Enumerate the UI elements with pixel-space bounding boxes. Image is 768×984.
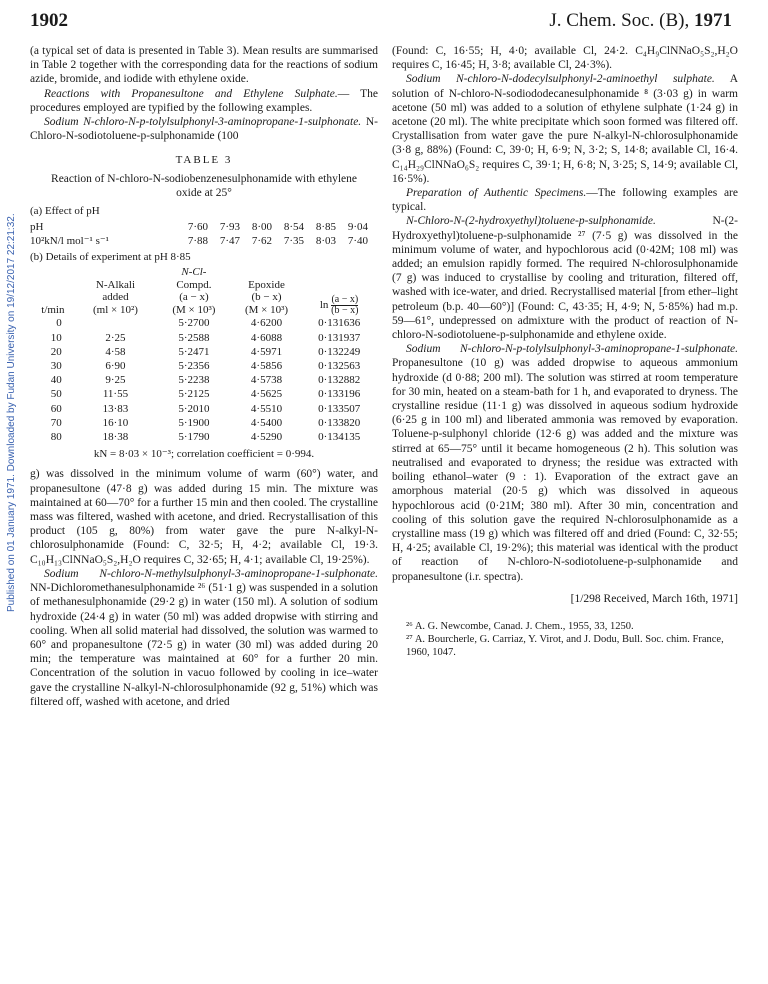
table-cell: 70: [50, 416, 62, 429]
column-header-time: t/min: [41, 303, 65, 316]
journal-name: J. Chem. Soc. (B),: [549, 10, 690, 31]
column-header-alkali: N-Alkali added (ml × 10²): [92, 278, 138, 316]
paragraph: (a typical set of data is presented in Table 3). Mean results are summarised in Table 2 together with the corresponding data for the reactions of sodium azide, bromide, and iodide with ethylene oxide.: [30, 45, 378, 86]
compound-heading: Sodium N-chloro-N-dodecylsulphonyl-2-aminoethyl sulphate.: [406, 73, 715, 86]
table-cell: 5·2471: [178, 345, 210, 358]
column-header-epoxide: Epoxide (b − x) (M × 10³): [244, 278, 289, 316]
table-cell: 10: [50, 331, 62, 344]
rate-constant-label: 10²kN/l mol⁻¹ s⁻¹: [30, 235, 109, 248]
table-row: [30, 234, 372, 248]
table-row: [30, 430, 378, 444]
table-cell: 0·133507: [318, 402, 361, 415]
table-row: [30, 345, 378, 359]
table-cell: 60: [50, 402, 62, 415]
reference-26: ²⁶ A. G. Newcombe, Canad. J. Chem., 1955, 33, 1250.: [406, 620, 634, 632]
table-cell: 9·04: [347, 220, 368, 233]
reference-27: ²⁷ A. Bourcherle, G. Carriaz, Y. Virot, and J. Dodu, Bull. Soc. chim. France, 1960, 1047.: [406, 633, 724, 658]
page-number: 1902: [30, 10, 68, 31]
paragraph: g) was dissolved in the minimum volume of warm (60°) water, and propanesultone (47·8 g) was added during 15 min. The mixture was maintained at 60—70° for a further 15 min and then cooled. The crystalline mass was filtered, washed with acetone, and dried. Recrystallisation of this product (105 g, 80%) from water gave the pure N-alkyl-N-chlorosulphonamide (Found: C, 32·5; H, 4·2; available Cl, 19·3. C₁₀H₁₃ClNNaO₅S₂,H₂O requires C, 32·65; H, 4·1; available Cl, 19·25%).: [30, 468, 378, 566]
table-cell: 0: [56, 317, 62, 330]
table-cell: 0·131636: [318, 317, 361, 330]
table-body: [30, 316, 378, 444]
table-3: [30, 153, 378, 461]
paragraph: Sodium N-chloro-N-p-tolylsulphonyl-3-aminopropane-1-sulphonate. N-Chloro-N-sodiotoluene-p-sulphonamide (100: [30, 116, 378, 143]
table-cell: 0·132563: [318, 360, 361, 373]
table-row: [30, 331, 378, 345]
table-row: [30, 387, 378, 401]
paragraph: (Found: C, 16·55; H, 4·0; available Cl, 24·2. C₄H₉ClNNaO₅S₂,H₂O requires C, 16·45; H, 3·8; available Cl, 24·3%).: [392, 45, 738, 72]
ph-effect-table: [30, 220, 372, 248]
section-heading: Reactions with Propanesultone and Ethylene Sulphate.: [44, 87, 338, 100]
table-cell: 13·83: [102, 402, 129, 415]
table-cell: 16·10: [102, 416, 129, 429]
download-notice[interactable]: Published on 01 January 1971. Downloaded by Fudan University on 19/12/2017 22:21:32.: [6, 213, 17, 612]
table-caption: Reaction of N-chloro-N-sodiobenzenesulphonamide with ethylene oxide at 25°: [51, 172, 357, 199]
table-header-row: [30, 266, 378, 316]
table-cell: 7·60: [187, 220, 208, 233]
table-cell: 5·1900: [178, 416, 210, 429]
experiment-details-table: [30, 266, 378, 444]
table-cell: 5·2700: [178, 317, 210, 330]
table-cell: 4·5510: [250, 402, 283, 415]
table-cell: 50: [50, 388, 62, 401]
table-cell: 5·2125: [178, 388, 210, 401]
table-cell: 0·132249: [318, 345, 361, 358]
table-cell: 0·133820: [318, 416, 361, 429]
table-cell: 5·1790: [178, 431, 210, 444]
table-cell: 4·5290: [250, 431, 283, 444]
left-column: [30, 44, 378, 709]
table-cell: 0·134135: [318, 431, 361, 444]
table-cell: 7·35: [283, 235, 304, 248]
section-heading: Preparation of Authentic Specimens.: [406, 187, 587, 200]
table-cell: 0·131937: [318, 331, 361, 344]
table-cell: 4·5738: [250, 374, 283, 387]
paragraph: Sodium N-chloro-N-methylsulphonyl-3-aminopropane-1-sulphonate. NN-Dichloromethanesulphonamide ²⁶ (51·1 g) was suspended in a solution of methanesulphonamide (29·2 g) in water (150 ml). A solution of sodium hydroxide (24·4 g) in water (50 ml) was added dropwise with stirring and cooling. When all solid material had dissolved, the solution was warmed to 60° and propanesultone (72·5 g) in water (30 ml) was added during 20 min; the temperature was maintained at 60° for a further 20 min. Concentration of the solution in vacuo followed by cooling in ice–water gave the crystalline N-alkyl-N-chlorosulphonamide (92 g, 51%) which was filtered off, washed with acetone, and dried: [30, 567, 378, 708]
table-cell: 7·47: [219, 235, 240, 248]
journal-header: [549, 10, 732, 32]
table-cell: 4·5856: [250, 360, 283, 373]
compound-heading: Sodium N-chloro-N-p-tolylsulphonyl-3-aminopropane-1-sulphonate.: [406, 343, 738, 356]
table-cell: 5·2010: [178, 402, 210, 415]
table-cell: 2·25: [105, 331, 126, 344]
table-cell: 4·5400: [250, 416, 283, 429]
table-cell: 40: [50, 374, 62, 387]
table-cell: 80: [50, 431, 62, 444]
table-cell: 8·54: [283, 220, 304, 233]
table-cell: 8·85: [315, 220, 336, 233]
table-row: [30, 316, 378, 330]
journal-year: 1971: [694, 10, 732, 31]
table-cell: 4·5971: [250, 345, 283, 358]
paragraph: N-Chloro-N-(2-hydroxyethyl)toluene-p-sulphonamide. N-(2-Hydroxyethyl)toluene-p-sulphonamide ²⁷ (7·5 g) was dissolved in the minimum volume of water, and hypochlorous acid (0·42M; 108 ml) was added; an emulsion rapidly formed. The required N-chlorosulphonamide (7 g) was induced to crystallise by cooling and trituration, filtered off, washed with ice-water, and dried. Recrystallised material [from ether–light petroleum (b.p. 40—60°)] (Found: C, 43·35; H, 4·9; N, 5·85%) had m.p. 59—61°, undepressed on admixture with the product of reaction of N-chloro-N-sodiotoluene-p-sulphonamide and ethylene oxide.: [392, 215, 738, 342]
table-footer: kN = 8·03 × 10⁻³; correlation coefficient = 0·994.: [93, 448, 315, 461]
compound-heading: Sodium N-chloro-N-p-tolylsulphonyl-3-aminopropane-1-sulphonate.: [44, 116, 362, 129]
table-cell: 7·93: [219, 220, 240, 233]
table-row: [30, 359, 378, 373]
table-cell: 8·03: [315, 235, 336, 248]
table-row: [30, 402, 378, 416]
table-subheading: (b) Details of experiment at pH 8·85: [30, 251, 191, 264]
paragraph: Sodium N-chloro-N-p-tolylsulphonyl-3-aminopropane-1-sulphonate. Propanesultone (10 g) was added dropwise to aqueous ammonium hydroxide (d 0·88; 200 ml). The solution was stirred at room temperature for 30 min, heated on a steam-bath for 1 h, and evaporated to dryness. The crystalline residue (11·1 g) was dissolved in aqueous sodium hydroxide (6·25 g in 100 ml) and liberated ammonia was removed by evaporation. Toluene-p-sulphonyl chloride (12·6 g) was added and the mixture was stirred at 65—75° until it became homogeneous (2 h). This solution was neutralised and evaporated to dryness; the residue was extracted with boiling ethanol–water (9 : 1). Evaporation of the extract gave an amorphous material (20·5 g) which was dissolved in aqueous hypochlorous acid (0·21M; 380 ml). After 30 min, concentration and cooling of this solution gave the required N-chlorosulphonamide as a crystalline mass (19 g) which was filtered off and dried (Found: C, 32·55; H, 4·25; available Cl, 19·2%); this material was identical with the product of reaction of N-chloro-N-sodiotoluene-p-sulphonamide and propanesultone (i.r. spectra).: [392, 343, 738, 583]
table-cell: 8·00: [251, 220, 272, 233]
paragraph: Sodium N-chloro-N-dodecylsulphonyl-2-aminoethyl sulphate. A solution of N-chloro-N-sodiododecanesulphonamide ⁸ (3·03 g) in warm acetone (50 ml) was added to a solution of ethylene sulphate (1·24 g) in acetone (20 ml). The white precipitate which soon formed was filtered off. Crystallisation from water gave the pure N-alkyl-N-chlorosulphonamide (3·8 g, 88%) (Found: C, 39·0; H, 6·9; N, 3·2; S, 14·8; available Cl, 16·4. C₁₄H₂₉ClNNaO₆S₂ requires C, 39·1; H, 6·8; N, 3·25; S, 14·9; available Cl, 16·5%).: [392, 73, 739, 185]
table-cell: 4·58: [105, 345, 126, 358]
received-date: [1/298 Received, March 16th, 1971]: [570, 592, 738, 605]
table-cell: 0·132882: [318, 374, 361, 387]
compound-heading: N-Chloro-N-(2-hydroxyethyl)toluene-p-sulphonamide.: [406, 215, 656, 228]
table-cell: 30: [50, 360, 62, 373]
table-cell: [76, 316, 155, 330]
table-cell: 4·5625: [250, 388, 283, 401]
table-cell: 5·2588: [178, 331, 210, 344]
table-cell: 6·90: [105, 360, 126, 373]
table-cell: 7·40: [347, 235, 368, 248]
table-row: [30, 220, 372, 234]
table-cell: 7·62: [251, 235, 272, 248]
ph-label: pH: [30, 220, 44, 233]
table-cell: 20: [50, 345, 62, 358]
table-cell: 5·2356: [178, 360, 210, 373]
table-cell: 0·133196: [318, 388, 361, 401]
table-cell: 4·6088: [250, 331, 283, 344]
references: [392, 620, 738, 659]
table-label: TABLE 3: [175, 154, 233, 167]
table-subheading: (a) Effect of pH: [30, 204, 100, 217]
column-header-ln: ln $\frac{(a - x)}{(b - x)}$: [319, 294, 359, 317]
table-cell: 9·25: [105, 374, 126, 387]
table-cell: 5·2238: [178, 374, 210, 387]
column-header-compound: N-Cl- Compd. (a − x) (M × 10³): [172, 266, 216, 316]
table-cell: 11·55: [102, 388, 129, 401]
compound-heading: Sodium N-chloro-N-methylsulphonyl-3-aminopropane-1-sulphonate.: [44, 567, 378, 580]
table-cell: 7·88: [187, 235, 208, 248]
paragraph: Reactions with Propanesultone and Ethylene Sulphate.— The procedures employed are typified by the following examples.: [30, 87, 379, 114]
table-row: [30, 416, 378, 430]
table-cell: 4·6200: [250, 317, 283, 330]
right-column: [392, 44, 738, 659]
table-row: [30, 373, 378, 387]
paragraph: Preparation of Authentic Specimens.—The following examples are typical.: [392, 187, 738, 214]
table-cell: 18·38: [102, 431, 129, 444]
